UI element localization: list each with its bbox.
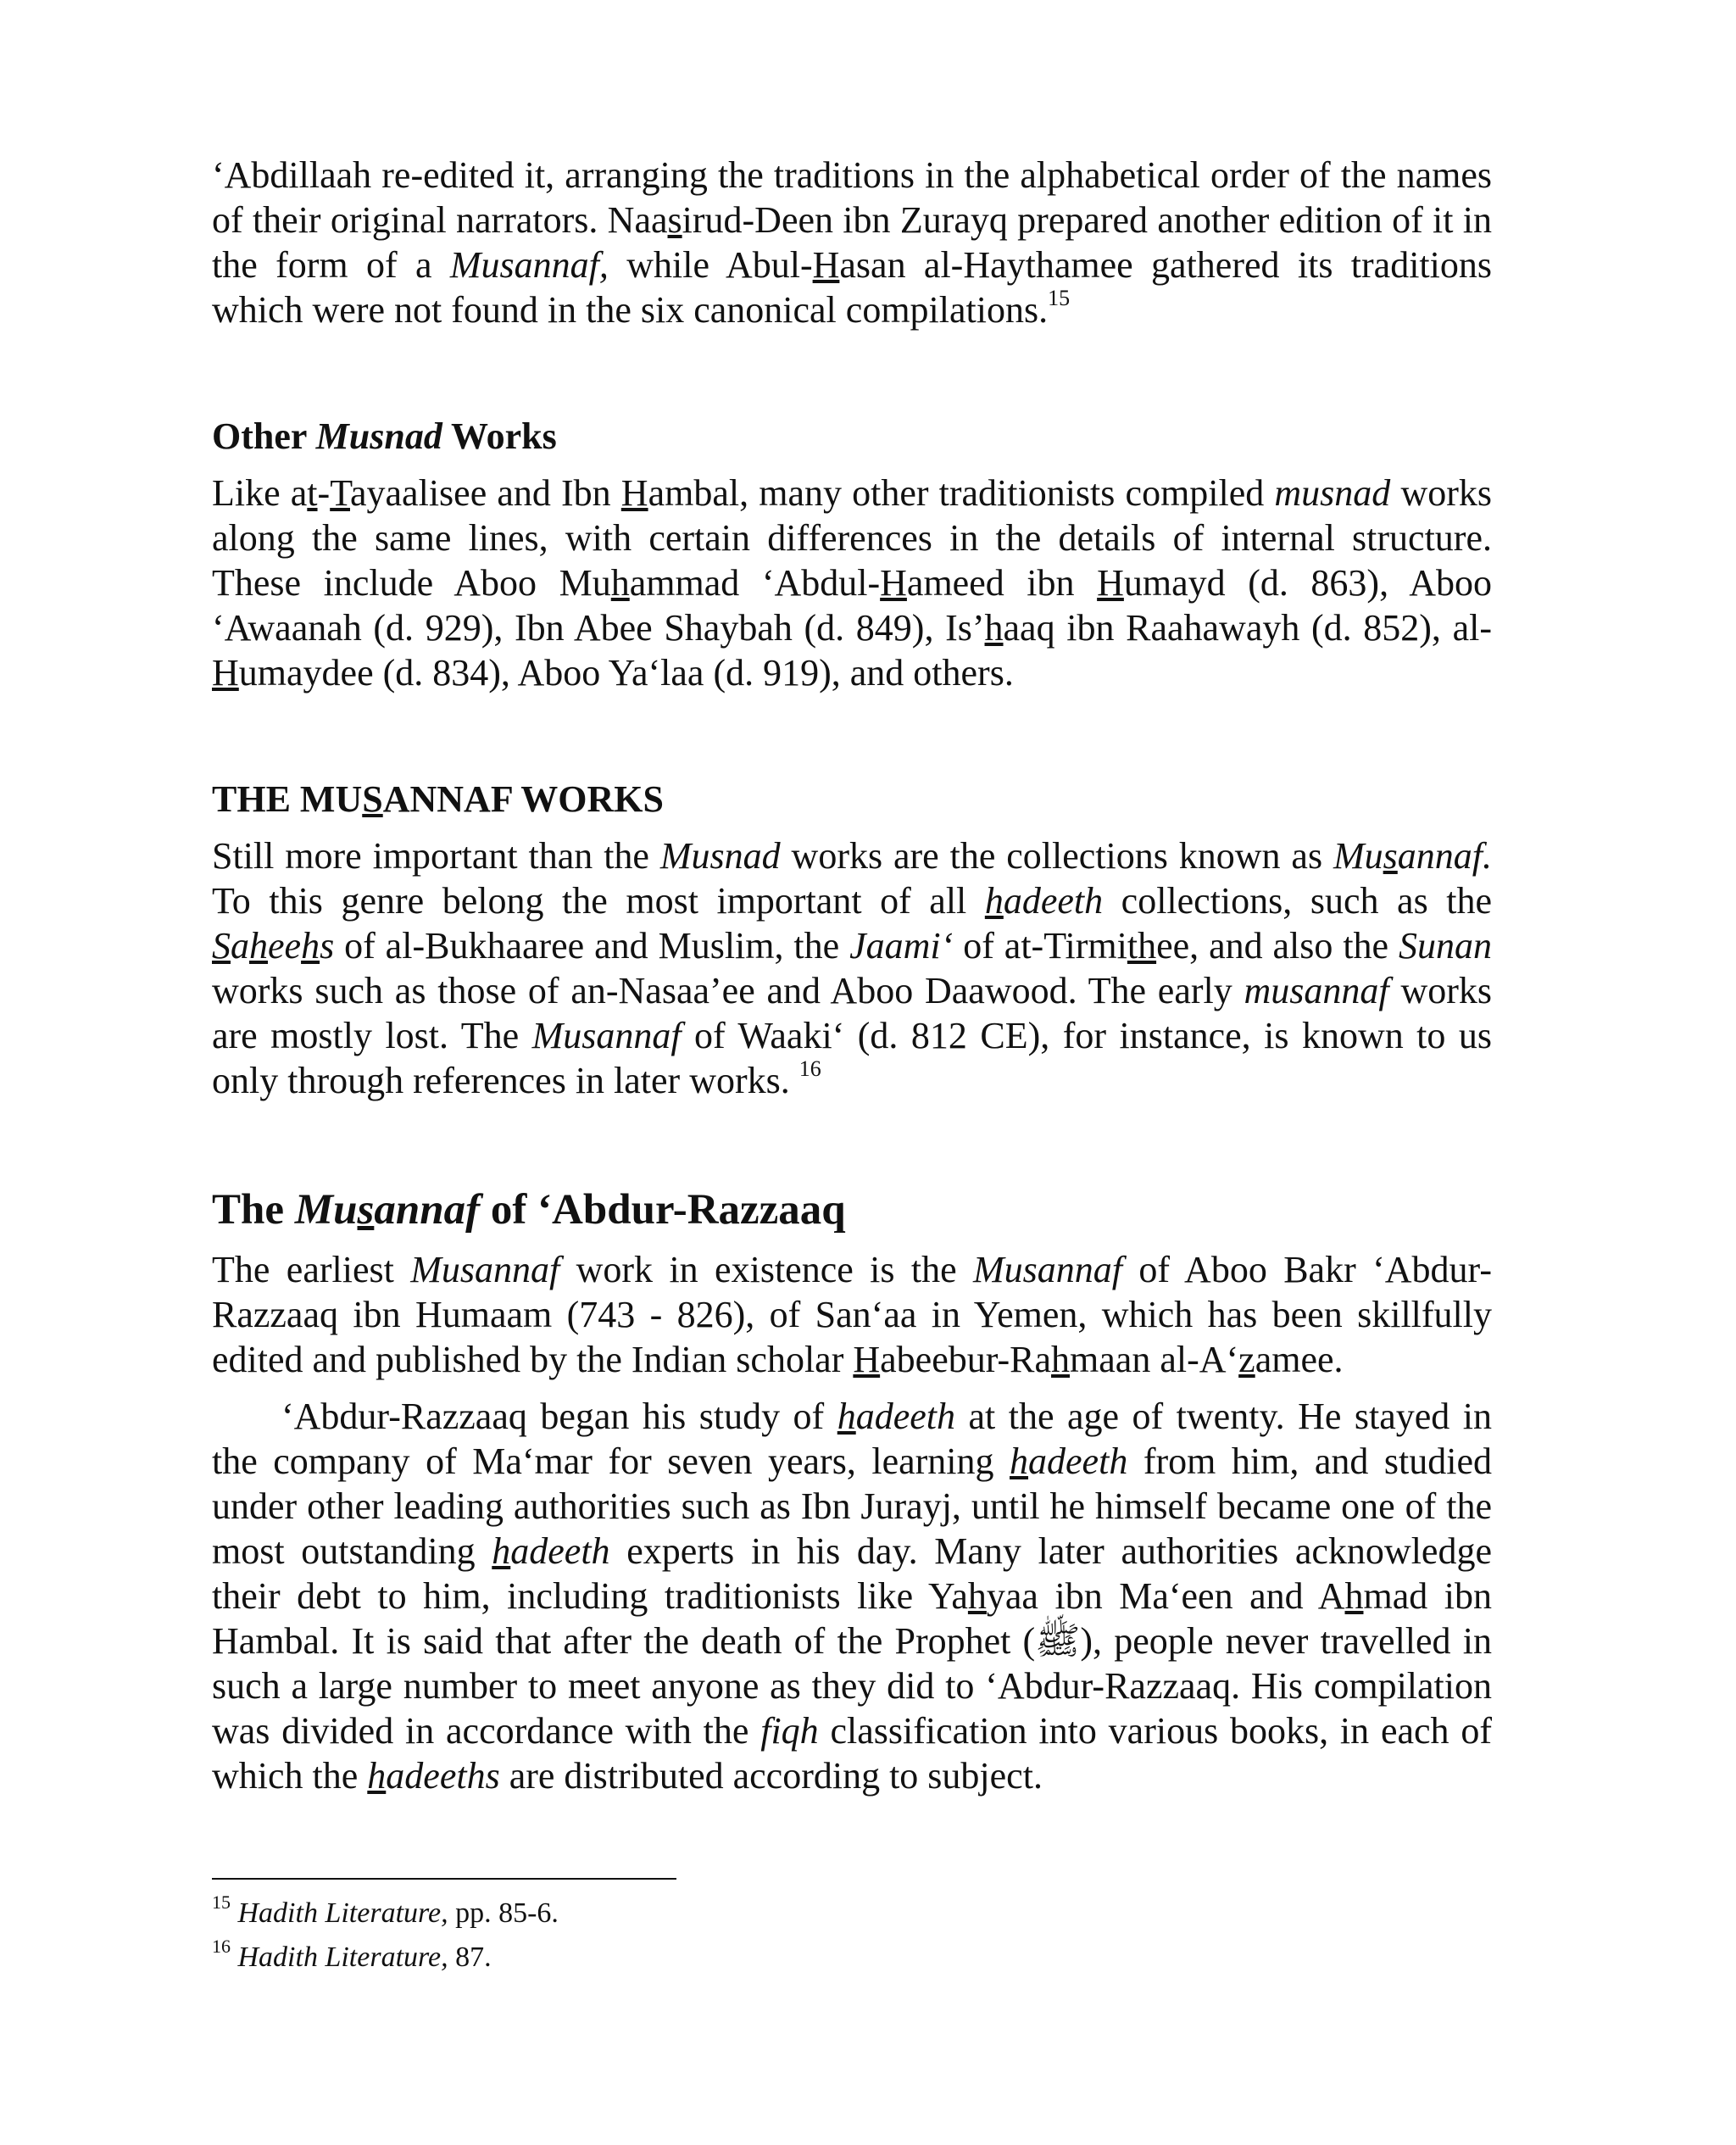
salawat-glyph: ﷺ xyxy=(1035,1620,1081,1662)
footnote-16: $^{16}$ Hadith Literature, 87. xyxy=(212,1936,492,1973)
heading-the-musannaf-works: THE MUSANNAF WORKS xyxy=(212,778,664,820)
heading-musannaf-of-abdur-razzaaq: The Musannaf of ‘Abdur-Razzaaq xyxy=(212,1186,846,1234)
document-page xyxy=(212,153,1492,2103)
paragraph-4: The earliest Musannaf work in existence is the Musannaf of Aboo Bakr ‘Abdur-Razzaaq ibn Humaam (743 - 826), of San‘aa in Yemen, which has been skillfully edited and published by the Indian scholar Habeebur-Rahmaan al-A‘zamee. xyxy=(212,1249,1492,1380)
footnote-separator xyxy=(212,1878,676,1880)
paragraph-1: ‘Abdillaah re-edited it, arranging the traditions in the alphabetical order of the names of their original narrators. Naasirud-Deen ibn Zurayq prepared another edition of it in the form of a Musannaf, while Abul-Hasan al-Haythamee gathered its traditions which were not found in the six canonical compilations.$^{15}$ xyxy=(212,154,1492,331)
paragraph-5: ‘Abdur-Razzaaq began his study of hadeeth at the age of twenty. He stayed in the company of Ma‘mar for seven years, learning hadeeth from him, and studied under other leading authorities such as Ibn Jurayj, until he himself became one of the most outstanding hadeeth experts in his day. Many later authorities acknowledge their debt to him, including traditionists like Yahyaa ibn Ma‘een and Ahmad ibn Hambal. It is said that after the death of the Prophet (ﷺ), people never travelled in such a large number to meet anyone as they did to ‘Abdur-Razzaaq. His compilation was divided in accordance with the fiqh classification into various books, in each of which the hadeeths are distributed according to subject. xyxy=(212,1396,1493,1797)
paragraph-3: Still more important than the Musnad works are the collections known as Musannaf. To this genre belong the most important of all hadeeth collections, such as the Saheehs of al-Bukhaaree and Muslim, the Jaami‘ of at-Tirmithee, and also the Sunan works such as those of an-Nasaa’ee and Aboo Daawood. The early musannaf works are mostly lost. The Musannaf of Waaki‘ (d. 812 CE), for instance, is known to us only through references in later works. $^{16}$ xyxy=(212,835,1492,1101)
heading-other-musnad-works: Other Musnad Works xyxy=(212,415,557,457)
paragraph-2: Like at-Tayaalisee and Ibn Hambal, many other traditionists compiled musnad works along the same lines, with certain differences in the details of internal structure. These include Aboo Muhammad ‘Abdul-Hameed ibn Humayd (d. 863), Aboo ‘Awaanah (d. 929), Ibn Abee Shaybah (d. 849), Is’haaq ibn Raahawayh (d. 852), al-Humaydee (d. 834), Aboo Ya‘laa (d. 919), and others. xyxy=(212,472,1493,694)
footnote-ref-15[interactable]: 15 xyxy=(1048,286,1071,310)
footnote-15: $^{15}$ Hadith Literature, pp. 85-6. xyxy=(212,1892,559,1929)
footnote-ref-16[interactable]: 16 xyxy=(798,1056,821,1081)
